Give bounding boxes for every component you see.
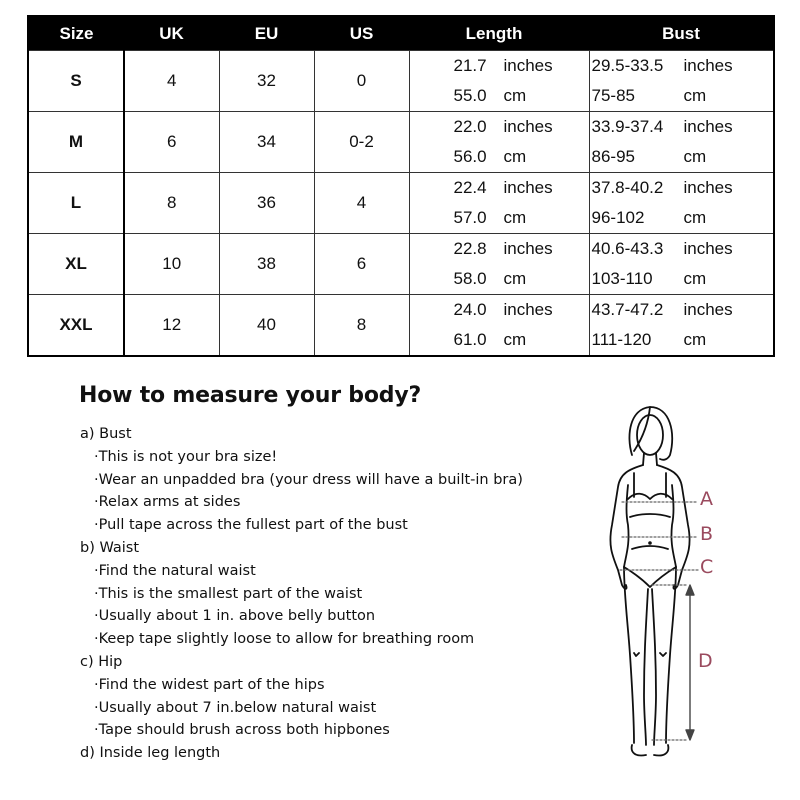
uk-cell: 8 (124, 173, 219, 234)
table-row (28, 295, 774, 357)
us-cell: 0 (314, 51, 409, 112)
guide-tip (80, 605, 523, 628)
guide-line-text: Wear an unpadded bra (your dress will have a built-in bra) (98, 471, 523, 488)
guide-section-heading (80, 423, 523, 446)
guide-line-text: d) Inside leg length (80, 745, 221, 762)
length-inches: 21.7 inches (453, 56, 553, 75)
eu-cell: 38 (219, 234, 314, 295)
bust-cell (589, 234, 774, 295)
length-cm: 55.0 cm (453, 86, 527, 105)
us-cell: 6 (314, 234, 409, 295)
guide-line-text: Find the widest part of the hips (98, 676, 325, 693)
bust-cell (589, 173, 774, 234)
bust-cell (589, 112, 774, 173)
bust-cell (589, 51, 774, 112)
guide-line-text: b) Waist (80, 539, 140, 556)
bust-inches: 29.5-33.5 inches (591, 56, 733, 75)
length-cell (409, 173, 589, 234)
guide-tip (80, 674, 523, 697)
length-cell (409, 51, 589, 112)
table-row (28, 234, 774, 295)
guide-line-text: Find the natural waist (98, 562, 256, 579)
header-size: Size (28, 16, 124, 51)
size-cell: L (28, 173, 124, 234)
guide-tip (80, 446, 523, 469)
bust-inches: 43.7-47.2 inches (591, 300, 733, 319)
guide-tip (80, 491, 523, 514)
eu-cell: 40 (219, 295, 314, 357)
header-eu: EU (219, 16, 314, 51)
guide-line-text: Keep tape slightly loose to allow for breathing room (98, 631, 475, 648)
size-chart-table (27, 15, 775, 357)
size-cell: S (28, 51, 124, 112)
guide-tip (80, 583, 523, 606)
guide-line-text: Usually about 1 in. above belly button (98, 608, 376, 625)
bust-cm: 103-110 cm (591, 269, 707, 288)
header-bust: Bust (589, 16, 774, 51)
guide-tip (80, 514, 523, 537)
length-cm: 57.0 cm (453, 208, 527, 227)
guide-section-heading (80, 651, 523, 674)
eu-cell: 36 (219, 173, 314, 234)
size-cell: M (28, 112, 124, 173)
length-cm: 61.0 cm (453, 330, 527, 349)
bust-inches: 37.8-40.2 inches (591, 178, 733, 197)
guide-line-text: Tape should brush across both hipbones (98, 722, 390, 739)
bust-cell (589, 295, 774, 357)
woman-figure-illustration (590, 395, 730, 775)
length-inches: 24.0 inches (453, 300, 553, 319)
length-cell (409, 295, 589, 357)
header-length: Length (409, 16, 589, 51)
label-a-bust: A (700, 488, 713, 510)
table-row (28, 112, 774, 173)
bust-inches: 33.9-37.4 inches (591, 117, 733, 136)
guide-line-text: c) Hip (80, 653, 123, 670)
table-row (28, 173, 774, 234)
us-cell: 0-2 (314, 112, 409, 173)
guide-section-heading (80, 742, 523, 765)
bust-cm: 75-85 cm (591, 86, 707, 105)
guide-line-text: This is the smallest part of the waist (98, 585, 363, 602)
eu-cell: 34 (219, 112, 314, 173)
guide-line-text: This is not your bra size! (98, 448, 278, 465)
length-cell (409, 234, 589, 295)
header-uk: UK (124, 16, 219, 51)
length-inches: 22.0 inches (453, 117, 553, 136)
size-cell: XXL (28, 295, 124, 357)
uk-cell: 6 (124, 112, 219, 173)
guide-tip (80, 469, 523, 492)
guide-line-text: Usually about 7 in.below natural waist (98, 699, 377, 716)
guide-tip (80, 719, 523, 742)
length-cm: 58.0 cm (453, 269, 527, 288)
guide-tip (80, 628, 523, 651)
guide-section-heading (80, 537, 523, 560)
bust-cm: 96-102 cm (591, 208, 707, 227)
us-cell: 8 (314, 295, 409, 357)
length-inches: 22.8 inches (453, 239, 553, 258)
bust-inches: 40.6-43.3 inches (591, 239, 733, 258)
guide-line-text: Pull tape across the fullest part of the bust (98, 517, 408, 534)
bust-cm: 111-120 cm (591, 330, 707, 349)
label-b-waist: B (700, 523, 714, 545)
label-d-inside-leg: D (698, 650, 713, 672)
uk-cell: 12 (124, 295, 219, 357)
header-us: US (314, 16, 409, 51)
guide-tip (80, 560, 523, 583)
body-measurement-figure (590, 395, 730, 775)
guide-title: How to measure your body? (79, 383, 422, 408)
bust-cm: 86-95 cm (591, 147, 707, 166)
measurement-guide-list (80, 423, 523, 765)
length-inches: 22.4 inches (453, 178, 553, 197)
table-row (28, 51, 774, 112)
guide-line-text: Relax arms at sides (98, 494, 241, 511)
uk-cell: 10 (124, 234, 219, 295)
us-cell: 4 (314, 173, 409, 234)
eu-cell: 32 (219, 51, 314, 112)
length-cell (409, 112, 589, 173)
size-cell: XL (28, 234, 124, 295)
guide-tip (80, 697, 523, 720)
uk-cell: 4 (124, 51, 219, 112)
label-c-hip: C (700, 556, 714, 578)
length-cm: 56.0 cm (453, 147, 527, 166)
guide-line-text: a) Bust (80, 426, 132, 442)
table-header-row (28, 16, 774, 51)
